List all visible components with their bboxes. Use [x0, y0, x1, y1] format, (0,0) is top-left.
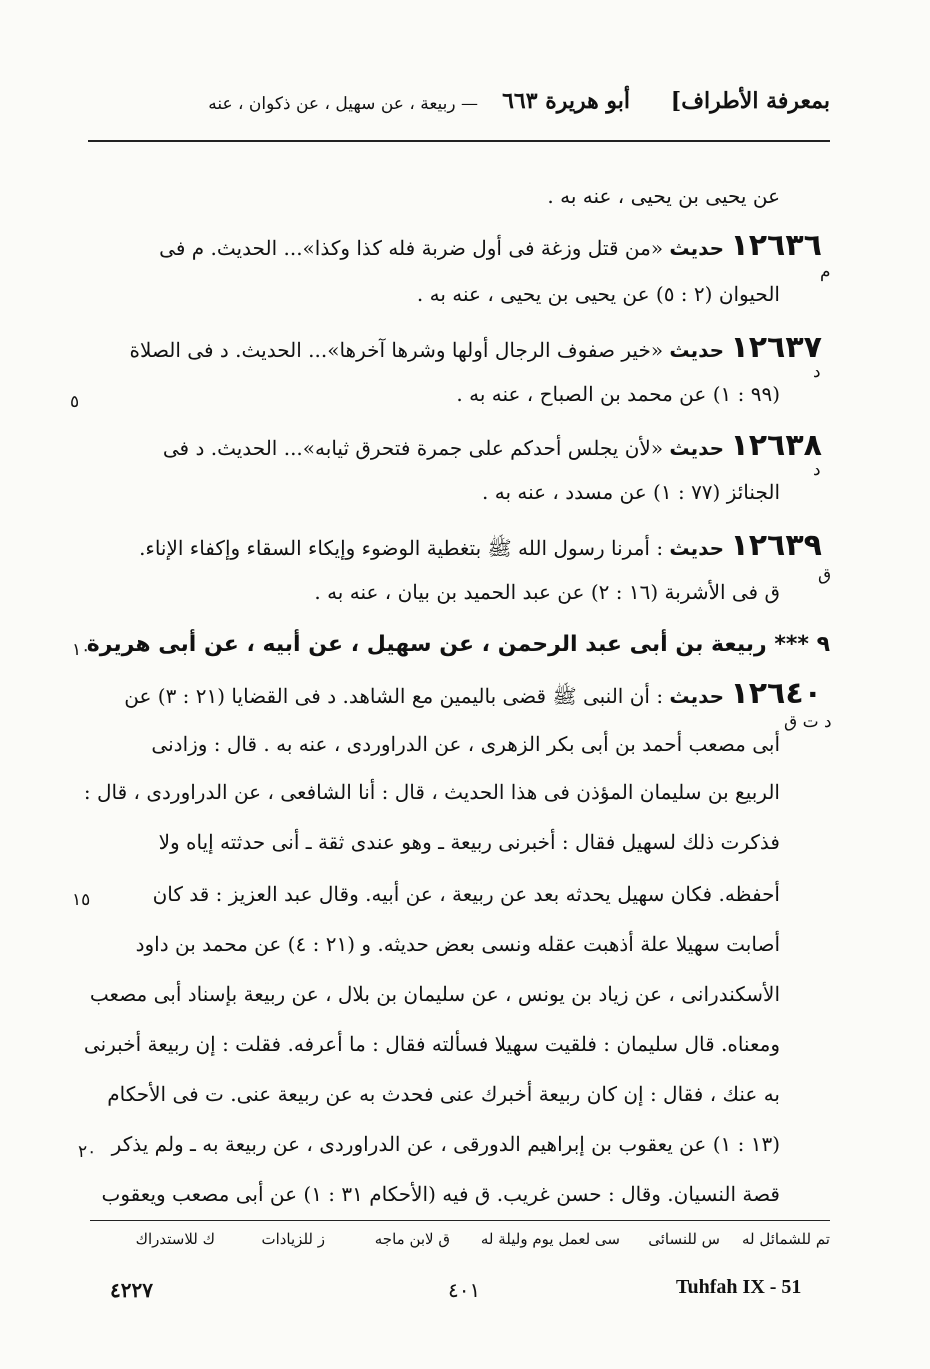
hadith-entry	[124, 676, 822, 713]
running-header	[88, 88, 830, 128]
hadith-entry	[139, 528, 822, 565]
header-chain: — ربيعة ، عن سهيل ، عن ذكوان ، عنه	[208, 94, 478, 114]
entry-number: ١٢٦٣٨	[730, 428, 822, 463]
entry-text: «خير صفوف الرجال أولها وشرها آخرها»... الحديث. د فى الصلاة	[129, 338, 664, 362]
entry-number: ١٢٦٣٦	[730, 228, 822, 263]
text-line: أحفظه. فكان سهيل يحدثه بعد عن ربيعة ، عن أبيه. وقال عبد العزيز : قد كان	[152, 882, 780, 906]
entry-text: : أن النبى ﷺ قضى باليمين مع الشاهد. د فى القضايا (٢١ : ٣) عن	[124, 684, 664, 708]
isnad-heading: ٩ *** ربيعة بن أبى عبد الرحمن ، عن سهيل ، عن أبيه ، عن أبى هريرة	[86, 632, 830, 657]
footnote-item: ك للاستدراك	[135, 1230, 215, 1248]
footnote-rule	[90, 1220, 830, 1221]
edition-reference: Tuhfah IX - 51	[676, 1276, 802, 1298]
margin-siglum: د ت ق	[784, 712, 832, 732]
entry-keyword: حديث	[669, 684, 725, 708]
footnote-item: س للنسائى	[648, 1230, 720, 1248]
margin-siglum: ق	[818, 565, 832, 585]
entry-number: ١٢٦٤٠	[730, 676, 822, 711]
entry-number: ١٢٦٣٧	[730, 330, 822, 365]
hadith-entry	[130, 330, 822, 365]
entry-keyword: حديث	[669, 536, 725, 560]
line-number: ٥	[70, 392, 80, 412]
line-number: ٢٠	[78, 1142, 97, 1162]
header-section-title: بمعرفة الأطراف]	[670, 88, 830, 114]
volume-number: ٤٢٢٧	[110, 1278, 153, 1302]
hadith-entry	[163, 428, 822, 463]
header-rule	[88, 140, 830, 142]
text-line: فذكرت ذلك لسهيل فقال : أخبرنى ربيعة ـ وهو عندى ثقة ـ أنى حدثته إياه ولا	[158, 830, 780, 854]
text-line: (١٣ : ١) عن يعقوب بن إبراهيم الدورقى ، عن الدراوردى ، عن ربيعة به ـ ولم يذكر	[111, 1132, 780, 1156]
text-line: الحيوان (٢ : ٥) عن يحيى بن يحيى ، عنه به .	[416, 282, 780, 306]
entry-keyword: حديث	[669, 236, 725, 260]
text-line: الجنائز (٧٧ : ١) عن مسدد ، عنه به .	[482, 480, 780, 504]
margin-siglum: د	[813, 460, 821, 480]
margin-siglum: د	[813, 362, 821, 382]
margin-siglum: م	[820, 262, 831, 282]
entry-keyword: حديث	[669, 338, 725, 362]
text-line: (٩٩ : ١) عن محمد بن الصباح ، عنه به .	[456, 382, 780, 406]
entry-number: ١٢٦٣٩	[730, 528, 822, 563]
text-line: الأسكندرانى ، عن زياد بن يونس ، عن سليمان بن بلال ، عن ربيعة بإسناد أبى مصعب	[89, 982, 780, 1006]
footnote-item: تم للشمائل له	[741, 1230, 830, 1248]
line-number: ١٠	[72, 640, 91, 660]
footnote-item: ق لابن ماجه	[374, 1230, 450, 1248]
page-number: ٤٠١	[448, 1278, 481, 1302]
entry-text: : أمرنا رسول الله ﷺ بتغطية الوضوء وإيكاء السقاء وإكفاء الإناء.	[139, 536, 664, 560]
text-line: ومعناه. قال سليمان : فلقيت سهيلا فسألته فقال : ما أعرفه. فقلت : إن ربيعة أخبرنى	[83, 1032, 780, 1056]
text-line: الربيع بن سليمان المؤذن فى هذا الحديث ، قال : أنا الشافعى ، عن الدراوردى ، قال :	[83, 780, 780, 804]
text-line: قصة النسيان. وقال : حسن غريب. ق فيه (الأحكام ٣١ : ١) عن أبى مصعب ويعقوب	[101, 1182, 780, 1206]
footnote-item: سى لعمل يوم وليلة له	[480, 1230, 620, 1248]
text-line: به عنك ، فقال : إن كان ربيعة أخبرك عنى فحدث به عن ربيعة عنى. ت فى الأحكام	[107, 1082, 780, 1106]
entry-text: «لأن يجلس أحدكم على جمرة فتحرق ثيابه»... الحديث. د فى	[162, 436, 664, 460]
text-line: ق فى الأشربة (١٦ : ٢) عن عبد الحميد بن بيان ، عنه به .	[314, 580, 780, 604]
text-line: أبى مصعب أحمد بن أبى بكر الزهرى ، عن الدراوردى ، عنه به . قال : وزادنى	[151, 732, 780, 756]
entry-keyword: حديث	[669, 436, 725, 460]
hadith-entry	[159, 228, 822, 263]
text-line: عن يحيى بن يحيى ، عنه به .	[547, 184, 780, 208]
footnote-item: ز للزيادات	[261, 1230, 325, 1248]
header-companion: أبو هريرة ٦٦٣	[502, 88, 630, 114]
line-number: ١٥	[72, 890, 91, 910]
entry-text: «من قتل وزغة فى أول ضربة فله كذا وكذا»... الحديث. م فى	[159, 236, 664, 260]
text-line: أصابت سهيلا علة أذهبت عقله ونسى بعض حديثه. و (٢١ : ٤) عن محمد بن داود	[135, 932, 780, 956]
